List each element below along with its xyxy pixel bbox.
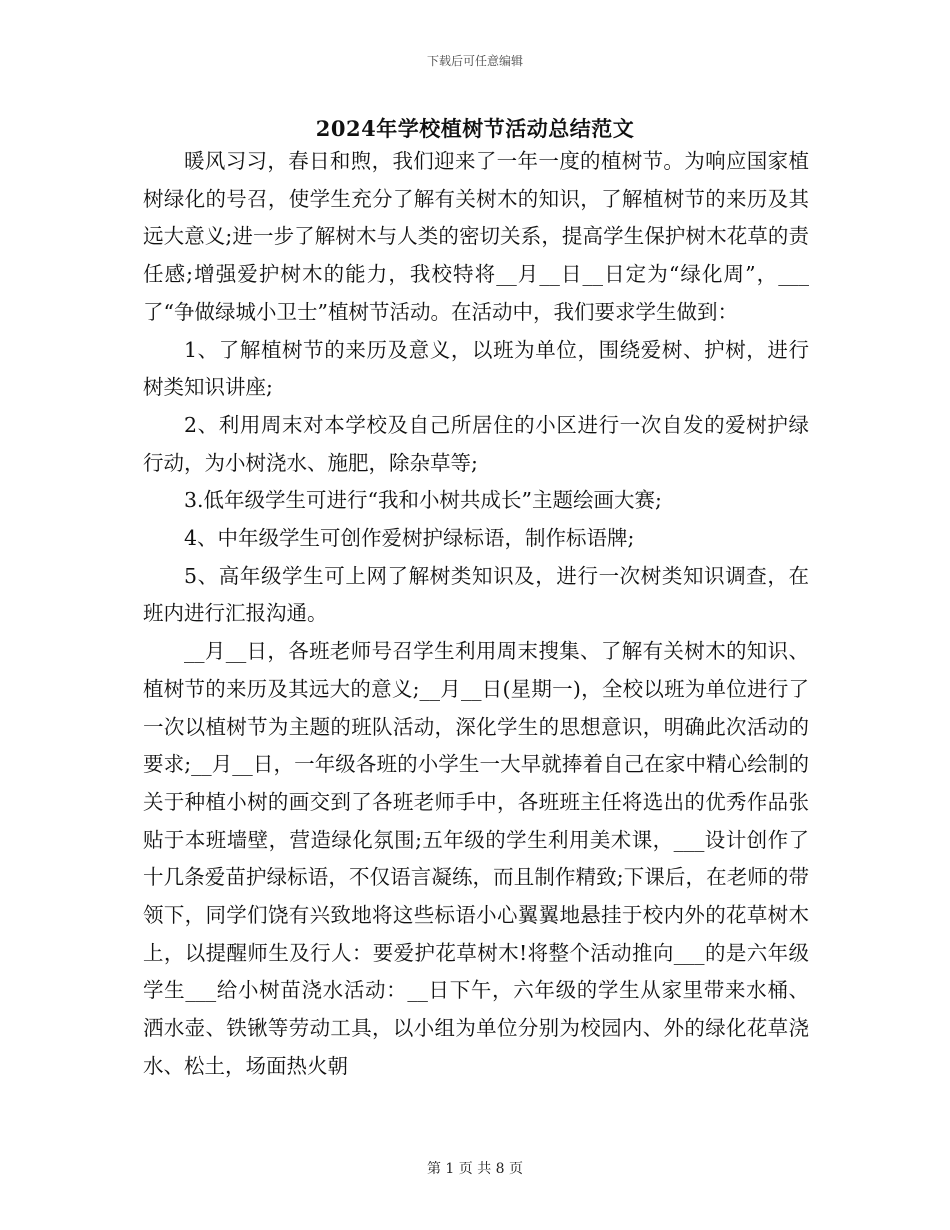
paragraph-activity-details: __月__日，各班老师号召学生利用周末搜集、了解有关树木的知识、植树节的来历及其远大的意义;__月__日(星期一)，全校以班为单位进行了一次以植树节为主题的班队活动，深化学生的思想意识，明确此次活动的要求;__月__日，一年级各班的小学生一大早就捧着自己在家中精心绘制的关于种植小树的画交到了各班老师手中，各班班主任将选出的优秀作品张贴于本班墙壁，营造绿化氛围;五年级的学生利用美术课，___设计创作了十几条爱苗护绿标语，不仅语言凝练，而且制作精致;下课后，在老师的带领下，同学们饶有兴致地将这些标语小心翼翼地悬挂于校内外的花草树木上，以提醒师生及行人：要爱护花草树木!将整个活动推向___的是六年级学生___给小树苗浇水活动：__日下午，六年级的学生从家里带来水桶、洒水壶、铁锹等劳动工具，以小组为单位分别为校园内、外的绿化花草浇水、松土，场面热火朝: [143, 639, 809, 1078]
paragraph-item-2: 2、利用周末对本学校及自己所居住的小区进行一次自发的爱树护绿行动，为小树浇水、施肥，除杂草等;: [143, 412, 809, 475]
page-header-note: 下载后可任意编辑: [426, 54, 523, 68]
paragraph-item-5: 5、高年级学生可上网了解树类知识及，进行一次树类知识调查，在班内进行汇报沟通。: [143, 563, 809, 626]
document-body: [143, 143, 809, 1086]
paragraph-item-3: 3.低年级学生可进行“我和小树共成长”主题绘画大赛;: [184, 488, 662, 513]
paragraph-intro: 暖风习习，春日和煦，我们迎来了一年一度的植树节。为响应国家植树绿化的号召，使学生充分了解有关树木的知识，了解植树节的来历及其远大意义;进一步了解树木与人类的密切关系，提高学生保护树木花草的责任感;增强爱护树木的能力，我校特将__月__日__日定为“绿化周”，___了“争做绿城小卫士”植树节活动。在活动中，我们要求学生做到：: [143, 149, 809, 324]
paragraph-item-1: 1、了解植树节的来历及意义，以班为单位，围绕爱树、护树，进行树类知识讲座;: [143, 337, 809, 400]
document-title: 2024年学校植树节活动总结范文: [315, 116, 635, 141]
paragraph-item-4: 4、中年级学生可创作爱树护绿标语，制作标语牌;: [184, 526, 635, 551]
page-number-footer: 第 1 页 共 8 页: [426, 1161, 524, 1177]
